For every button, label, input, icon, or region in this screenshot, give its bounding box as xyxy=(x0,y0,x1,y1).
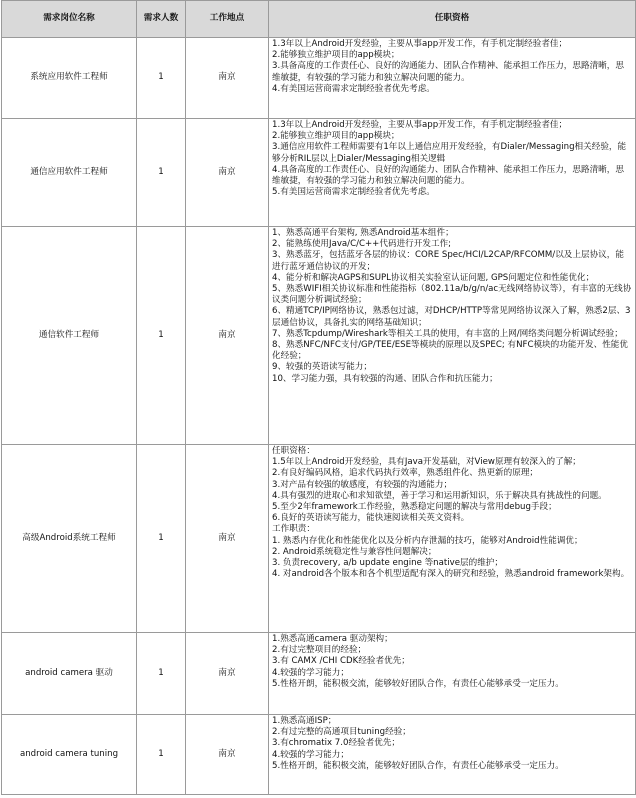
requirement-line: 3.有 CAMX /CHI CDK经验者优先； xyxy=(272,656,410,667)
location-cell: 南京 xyxy=(186,445,269,633)
requirement-line: 工作职责： xyxy=(272,524,315,535)
requirement-line: 4.有美国运营商需求定制经验者优先考虑。 xyxy=(272,83,435,94)
requirement-line: 4.具有强烈的进取心和求知欲望，善于学习和运用新知识，乐于解决具有挑战性的问题。 xyxy=(272,490,607,501)
requirement-line: 2.有过完整的高通项目tuning经验； xyxy=(272,727,411,738)
headcount-cell: 1 xyxy=(137,445,186,633)
requirements-cell xyxy=(269,633,636,715)
requirement-line: 3.通信应用软件工程师需要有1年以上通信应用开发经验，有Dialer/Messaging相关经验，能够分析RIL层以上Dialer/Messaging相关逻辑 xyxy=(272,142,627,164)
requirements-cell xyxy=(269,38,636,119)
requirement-line: 3.有chromatix 7.0经验者优先； xyxy=(272,738,401,749)
requirements-cell xyxy=(269,445,636,633)
table-row xyxy=(2,119,636,227)
header-location: 工作地点 xyxy=(186,1,269,38)
requirement-line: 2. Android系统稳定性与兼容性问题解决； xyxy=(272,546,437,557)
requirement-line: 3. 负责recovery, a/b update engine 等native层的维护； xyxy=(272,558,503,569)
requirement-line: 2.能够独立维护项目的app模块； xyxy=(272,50,400,61)
requirement-line: 5.性格开朗，能积极交流，能够较好团队合作，有责任心能够承受一定压力。 xyxy=(272,760,564,771)
requirement-line: 4.较强的学习能力； xyxy=(272,667,349,678)
requirement-line: 7、熟悉Tcpdump/Wireshark等相关工具的使用，有丰富的上网/网络类问题分析调试经验； xyxy=(272,328,623,339)
requirement-line: 3.具备高度的工作责任心、良好的沟通能力、团队合作精神、能承担工作压力，思路清晰，思维敏捷，有较强的学习能力和独立解决问题的能力。 xyxy=(272,61,624,83)
requirement-line: 6、精通TCP/IP网络协议，熟悉包过滤，对DHCP/HTTP等常见网络协议深入了解，熟悉2层、3层通信协议，具备扎实的网络基础知识； xyxy=(272,306,631,328)
location-cell: 南京 xyxy=(186,119,269,227)
location-cell: 南京 xyxy=(186,227,269,445)
requirements-cell xyxy=(269,715,636,795)
requirement-line: 2.有过完整项目的经验； xyxy=(272,645,367,656)
requirement-line: 1.3年以上Android开发经验，主要从事app开发工作，有手机定制经验者佳； xyxy=(272,39,568,49)
requirement-line: 3.对产品有较强的敏感度，有较强的沟通能力； xyxy=(272,479,453,490)
requirement-line: 1、熟悉高通平台架构, 熟悉Android基本组件； xyxy=(272,228,454,238)
header-headcount: 需求人数 xyxy=(137,1,186,38)
requirement-line: 1.熟悉高通camera 驱动架构； xyxy=(272,634,393,644)
position-name-cell: android camera 驱动 xyxy=(2,633,137,715)
header-position-name: 需求岗位名称 xyxy=(2,1,137,38)
location-cell: 南京 xyxy=(186,38,269,119)
requirement-line: 2、能熟练使用Java/C/C++代码进行开发工作; xyxy=(272,239,452,250)
requirement-line: 4. 对android各个版本和各个机型适配有深入的研究和经验，熟悉android framework架构。 xyxy=(272,569,630,580)
requirements-cell xyxy=(269,119,636,227)
requirement-line: 5.性格开朗，能积极交流，能够较好团队合作，有责任心能够承受一定压力。 xyxy=(272,678,564,689)
requirement-line: 1.3年以上Android开发经验，主要从事app开发工作，有手机定制经验者佳； xyxy=(272,120,568,130)
requirement-line: 1.熟悉高通ISP； xyxy=(272,716,337,726)
requirement-line: 9、较强的英语读写能力； xyxy=(272,362,372,373)
headcount-cell: 1 xyxy=(137,633,186,715)
requirement-line: 4.具备高度的工作责任心、良好的沟通能力、团队合作精神、能承担工作压力，思路清晰，思维敏捷，有较强的学习能力和独立解决问题的能力。 xyxy=(272,164,624,187)
headcount-cell: 1 xyxy=(137,119,186,227)
requirement-line: 2.能够独立维护项目的app模块； xyxy=(272,131,400,142)
table-row xyxy=(2,38,636,119)
position-name-cell: 通信软件工程师 xyxy=(2,227,137,445)
table-row xyxy=(2,445,636,633)
requirement-line: 3、熟悉蓝牙，包括蓝牙各层的协议：CORE Spec/HCI/L2CAP/RFCOMM/以及上层协议，能进行蓝牙通信协议的开发； xyxy=(272,250,624,272)
requirement-line: 4、能分析和解决AGPS和SUPL协议相关实验室认证问题, GPS问题定位和性能优化； xyxy=(272,272,595,283)
headcount-cell: 1 xyxy=(137,227,186,445)
requirement-line: 4.较强的学习能力； xyxy=(272,749,349,760)
requirement-line: 6.良好的英语读写能力，能快速阅读相关英文资料。 xyxy=(272,513,470,524)
requirement-line: 5.至少2年framework工作经验，熟悉稳定问题的解决与常用debug手段； xyxy=(272,502,557,513)
position-name-cell: 高级Android系统工程师 xyxy=(2,445,137,633)
table-row xyxy=(2,227,636,445)
headcount-cell: 1 xyxy=(137,38,186,119)
requirement-line: 任职资格： xyxy=(272,446,315,456)
position-name-cell: android camera tuning xyxy=(2,715,137,795)
table-row xyxy=(2,715,636,795)
table-header-row xyxy=(2,1,636,38)
header-requirements: 任职资格 xyxy=(269,1,636,38)
requirement-line: 5.有美国运营商需求定制经验者优先考虑。 xyxy=(272,187,435,198)
requirement-line: 10、学习能力强，具有较强的沟通、团队合作和抗压能力； xyxy=(272,373,498,384)
requirement-line: 8、熟悉NFC/NFC支付/GP/TEE/ESE等模块的原理以及SPEC; 有NFC模块的功能开发、性能优化经验； xyxy=(272,340,628,362)
position-name-cell: 系统应用软件工程师 xyxy=(2,38,137,119)
requirements-cell xyxy=(269,227,636,445)
table-body xyxy=(2,38,636,795)
table-row xyxy=(2,633,636,715)
requirement-line: 5、熟悉WIFI相关协议标准和性能指标（802.11a/b/g/n/ac无线网络协议等），有丰富的无线协议类问题分析调试经验； xyxy=(272,284,632,306)
job-requirements-table xyxy=(1,0,636,795)
location-cell: 南京 xyxy=(186,715,269,795)
requirement-line: 2.有良好编码风格，追求代码执行效率，熟悉组件化、热更新的原理； xyxy=(272,468,539,479)
requirement-line: 1. 熟悉内存优化和性能优化以及分析内存泄漏的技巧，能够对Android性能调优； xyxy=(272,535,583,546)
requirement-line: 1.5年以上Android开发经验，具有Java开发基础，对View原理有较深入的了解； xyxy=(272,457,581,468)
headcount-cell: 1 xyxy=(137,715,186,795)
location-cell: 南京 xyxy=(186,633,269,715)
position-name-cell: 通信应用软件工程师 xyxy=(2,119,137,227)
